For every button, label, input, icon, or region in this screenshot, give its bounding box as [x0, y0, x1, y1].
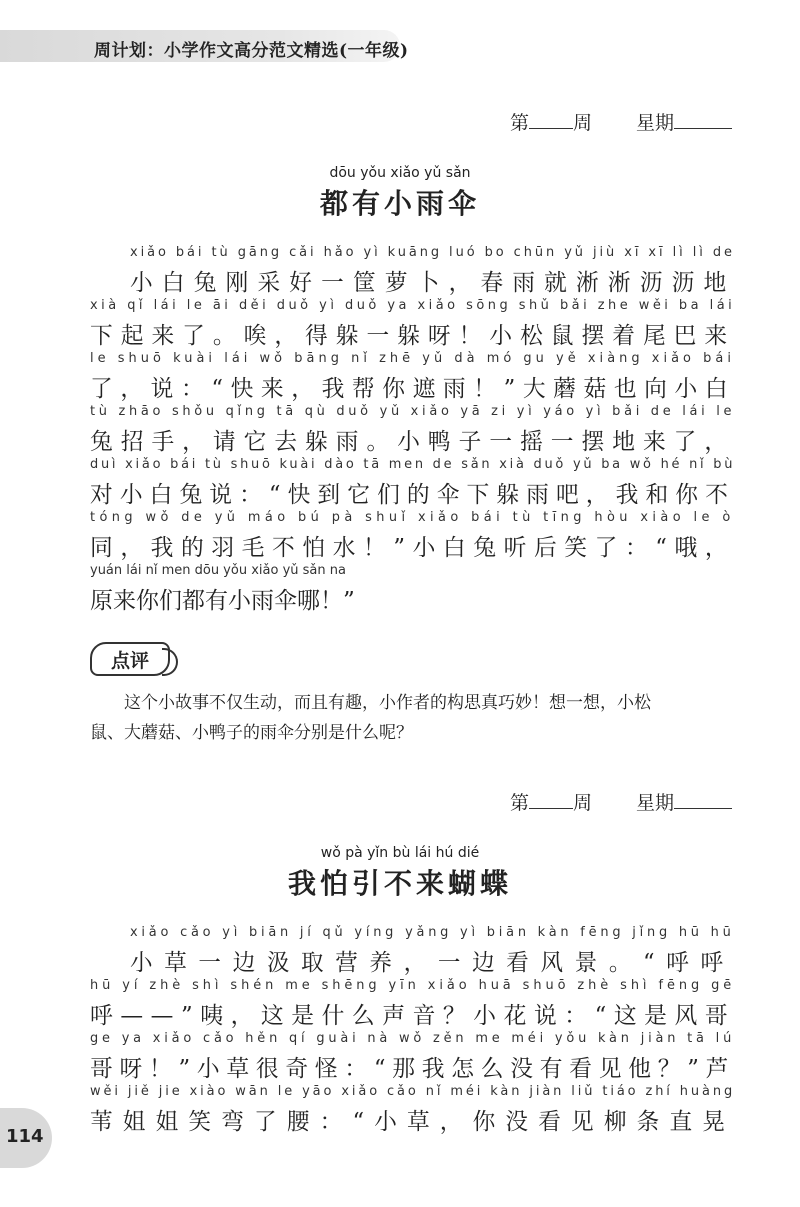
- week-blank[interactable]: [529, 110, 573, 129]
- weekday-blank[interactable]: [674, 110, 732, 129]
- chinese-line: 下起来了。唉，得躲一躲呀！小松鼠摆着尾巴来: [90, 323, 736, 349]
- pinyin-line: xià qǐ lái le āi děi duǒ yì duǒ ya xiǎo sōng shǔ bǎi zhe wěi ba lái: [90, 298, 736, 313]
- text-line: [90, 404, 735, 460]
- pinyin-line: tóng wǒ de yǔ máo bú pà shuǐ xiǎo bái tù tīng hòu xiào le ò: [90, 510, 735, 525]
- comment-text: [90, 688, 740, 748]
- book-title: 周计划：小学作文高分范文精选(一年级): [94, 41, 409, 61]
- week-prefix: 第: [509, 112, 529, 134]
- week-prefix: 第: [509, 792, 529, 814]
- week-line-1: [510, 108, 732, 135]
- text-line: [90, 1031, 735, 1087]
- pinyin-line: yuán lái nǐ men dōu yǒu xiǎo yǔ sǎn na: [90, 563, 346, 578]
- text-line: [90, 298, 735, 354]
- text-line: [90, 245, 735, 301]
- story1-title-pinyin: dōu yǒu xiǎo yǔ sǎn: [329, 165, 471, 181]
- week-suffix: 周: [572, 112, 592, 134]
- chinese-line: 小白兔刚采好一筐萝卜，春雨就淅淅沥沥地: [130, 270, 736, 296]
- story2-title: 我怕引不来蝴蝶: [287, 867, 512, 900]
- chinese-line: 了，说：“快来，我帮你遮雨！”大蘑菇也向小白: [90, 376, 736, 402]
- comment-line-1: 这个小故事不仅生动，而且有趣，小作者的构思真巧妙！想一想，小松: [124, 693, 651, 713]
- pinyin-line: ge ya xiǎo cǎo hěn qí guài nà wǒ zěn me méi yǒu kàn jiàn tā lú: [90, 1031, 736, 1046]
- text-line: [90, 978, 735, 1034]
- chinese-line: 哥呀！”小草很奇怪：“那我怎么没有看见他？”芦: [90, 1056, 736, 1082]
- pinyin-line: hū yí zhè shì shén me shēng yīn xiǎo huā shuō zhè shì fēng gē: [90, 978, 736, 993]
- weekday-label: 星期: [635, 112, 674, 134]
- chinese-line: 兔招手，请它去躲雨。小鸭子一摇一摆地来了，: [90, 429, 736, 455]
- pinyin-line: xiǎo cǎo yì biān jí qǔ yíng yǎng yì biān kàn fēng jǐng hū hū: [130, 925, 735, 940]
- week-line-2: [510, 788, 732, 815]
- weekday-label: 星期: [635, 792, 674, 814]
- weekday-blank[interactable]: [674, 790, 732, 809]
- text-line: [90, 351, 735, 407]
- pinyin-line: tù zhāo shǒu qǐng tā qù duǒ yǔ xiǎo yā zi yì yáo yì bǎi de lái le: [90, 404, 736, 419]
- chinese-line: 同，我的羽毛不怕水！”小白兔听后笑了：“哦，: [90, 535, 736, 561]
- comment-badge: [90, 642, 170, 676]
- week-blank[interactable]: [529, 790, 573, 809]
- text-line: [90, 1084, 735, 1140]
- pinyin-line: duì xiǎo bái tù shuō kuài dào tā men de sǎn xià duǒ yǔ ba wǒ hé nǐ bù: [90, 457, 736, 472]
- pinyin-line: xiǎo bái tù gāng cǎi hǎo yì kuāng luó bo chūn yǔ jiù xī xī lì lì de: [130, 245, 735, 260]
- text-line: [90, 510, 735, 566]
- chinese-line: 原来你们都有小雨伞哪！”: [90, 588, 355, 614]
- week-suffix: 周: [572, 792, 592, 814]
- text-line: [90, 563, 735, 619]
- leaf-decoration-icon: [162, 648, 178, 676]
- story2-title-pinyin: wǒ pà yǐn bù lái hú dié: [320, 845, 480, 861]
- chinese-line: 苇姐姐笑弯了腰：“小草，你没看见柳条直晃: [90, 1109, 736, 1135]
- story1-title: 都有小雨伞: [319, 187, 480, 220]
- pinyin-line: wěi jiě jie xiào wān le yāo xiǎo cǎo nǐ méi kàn jiàn liǔ tiáo zhí huàng: [90, 1084, 736, 1099]
- chinese-line: 小草一边汲取营养，一边看风景。“呼呼: [130, 950, 735, 976]
- page-number: 114: [6, 1126, 44, 1147]
- pinyin-line: le shuō kuài lái wǒ bāng nǐ zhē yǔ dà mó gu yě xiàng xiǎo bái: [90, 351, 735, 366]
- comment-label: 点评: [110, 649, 149, 672]
- text-line: [90, 925, 735, 981]
- chinese-line: 呼——”咦，这是什么声音？小花说：“这是风哥: [90, 1003, 736, 1029]
- comment-line-2: 鼠、大蘑菇、小鸭子的雨伞分别是什么呢？: [90, 723, 413, 743]
- text-line: [90, 457, 735, 513]
- chinese-line: 对小白兔说：“快到它们的伞下躲雨吧，我和你不: [90, 482, 735, 508]
